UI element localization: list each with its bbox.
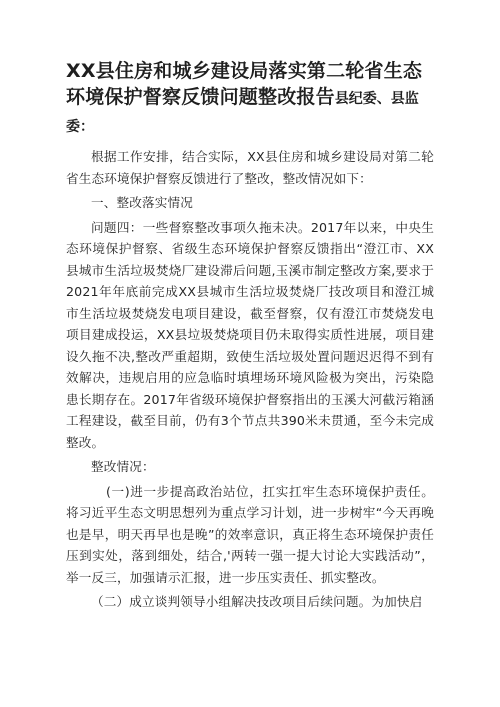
intro-paragraph: 根据工作安排，结合实际，XX县住房和城乡建设局对第二轮省生态环境保护督察反馈进行了整改，整改情况如下： bbox=[66, 149, 434, 186]
measure-paragraph-2: （二）成立谈判领导小组解决技改项目后续问题。为加快启 bbox=[91, 594, 423, 609]
title-main: XX县住房和城乡建设局落实第二轮省生态环境保护督察反馈问题整改报告 bbox=[66, 60, 423, 108]
problem-paragraph: 问题四：一些督察整改事项久拖未决。2017年以来，中央生态环境保护督察、省级生态环境保护督察反馈指出“澄江市、XX县城市生活垃圾焚烧厂建设滞后问题,玉溪市制定整改方案,要求于2021年年底前完成XX县城市生活垃圾焚烧厂技改项目和澄江城市生活垃圾焚烧发电项目建设，截至督察，仅有澄江市焚烧发电项目建成投运，XX县垃圾焚烧项目仍未取得实质性进展，项目建设久拖不决,整改严重超期，致使生活垃圾处置问题迟迟得不到有效解决，违规启用的应急临时填埋场环境风险极为突出，污染隐患长期存在。2017年省级环境保护督察指出的玉溪大河截污箱涵工程建设，截至目前，仍有3个节点共390米未贯通，至今未完成整改。 bbox=[66, 219, 434, 450]
section-heading: 一、整改落实情况 bbox=[91, 195, 193, 210]
rectification-heading: 整改情况： bbox=[91, 459, 155, 474]
measure-paragraph-1: (一)进一步提高政治站位，扛实扛牢生态环境保护责任。将习近平生态文明思想列为重点学习计划，进一步树牢“今天再晚也是早，明天再早也是晚”的效率意识，真正将生态环境保护责任压到实处，落到细处，结合,'两转一强一提大讨论大实践活动”，举一反三，加强请示汇报，进一步压实责任、抓实整改。 bbox=[66, 483, 434, 585]
title-addressee: 县纪委、县监委： bbox=[66, 91, 419, 135]
document-title bbox=[66, 58, 434, 140]
